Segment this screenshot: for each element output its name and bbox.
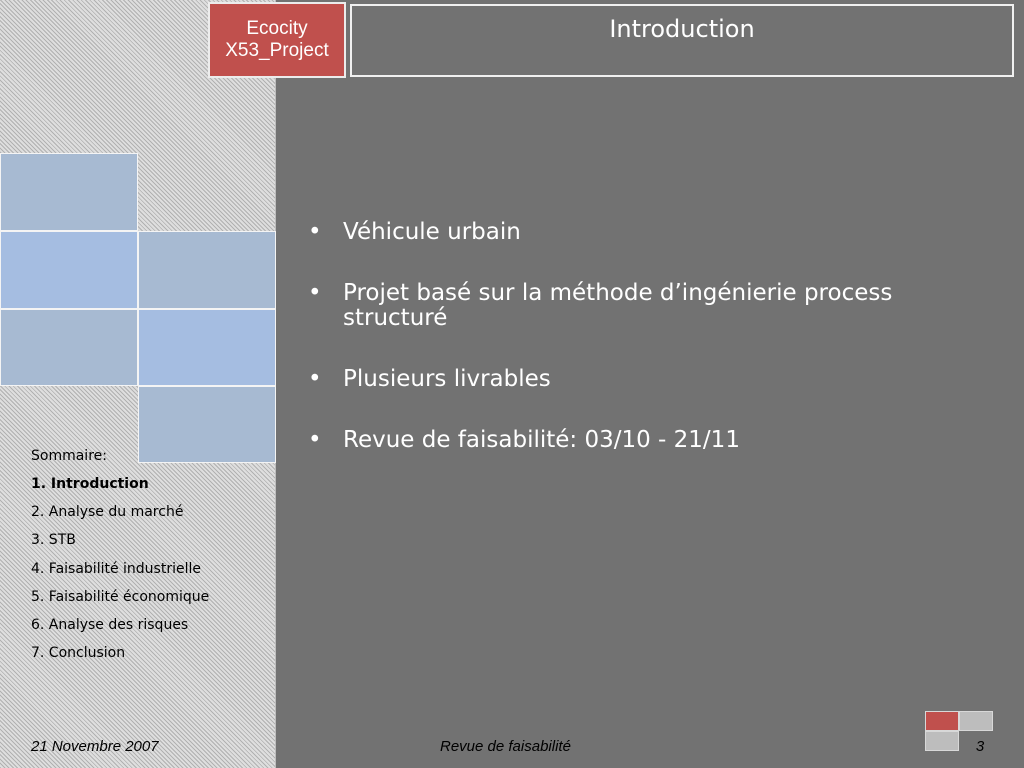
- bullet-item: [306, 281, 996, 331]
- bullet-text: Véhicule urbain: [343, 219, 521, 245]
- bullet-dot: •: [308, 280, 322, 306]
- sommaire-nav: [31, 446, 271, 671]
- corner-square-red: [925, 711, 959, 731]
- corner-square-gray-bottom: [925, 731, 959, 751]
- decor-block-2: [0, 231, 138, 309]
- decor-block-1: [0, 153, 138, 231]
- bullet-item: [306, 428, 996, 453]
- bullet-dot: •: [308, 366, 322, 392]
- project-logo: [208, 2, 346, 78]
- logo-line-1: Ecocity: [246, 18, 308, 39]
- corner-square-gray-top: [959, 711, 993, 731]
- decor-block-3: [138, 231, 276, 309]
- sommaire-item-introduction[interactable]: 1. Introduction: [31, 476, 149, 492]
- logo-line-2: X53_Project: [225, 40, 329, 61]
- decor-block-4: [0, 309, 138, 386]
- sommaire-item-stb[interactable]: 3. STB: [31, 532, 76, 549]
- sommaire-item-conclusion[interactable]: 7. Conclusion: [31, 645, 126, 662]
- slide-title: Introduction: [609, 14, 755, 43]
- footer-title: Revue de faisabilité: [440, 738, 571, 755]
- sommaire-item-analyse-marche[interactable]: 2. Analyse du marché: [31, 504, 184, 521]
- footer-date: 21 Novembre 2007: [31, 738, 159, 755]
- page-number: 3: [975, 738, 985, 755]
- sommaire-item-analyse-risques[interactable]: 6. Analyse des risques: [31, 616, 189, 633]
- slide-title-box: [350, 4, 1014, 77]
- sommaire-heading: Sommaire:: [31, 448, 107, 464]
- bullet-item: [306, 367, 996, 392]
- decor-block-5: [138, 309, 276, 386]
- bullet-item: [306, 220, 996, 245]
- bullet-dot: •: [308, 219, 322, 245]
- sommaire-item-faisabilite-industrielle[interactable]: 4. Faisabilité industrielle: [31, 560, 201, 577]
- bullet-text: Revue de faisabilité: 03/10 - 21/11: [343, 427, 740, 453]
- bullet-text: Plusieurs livrables: [343, 366, 551, 392]
- slide-content: [306, 220, 996, 489]
- bullet-dot: •: [308, 427, 322, 453]
- sommaire-item-faisabilite-economique[interactable]: 5. Faisabilité économique: [31, 588, 210, 605]
- bullet-text: Projet basé sur la méthode d’ingénierie process structuré: [343, 280, 893, 331]
